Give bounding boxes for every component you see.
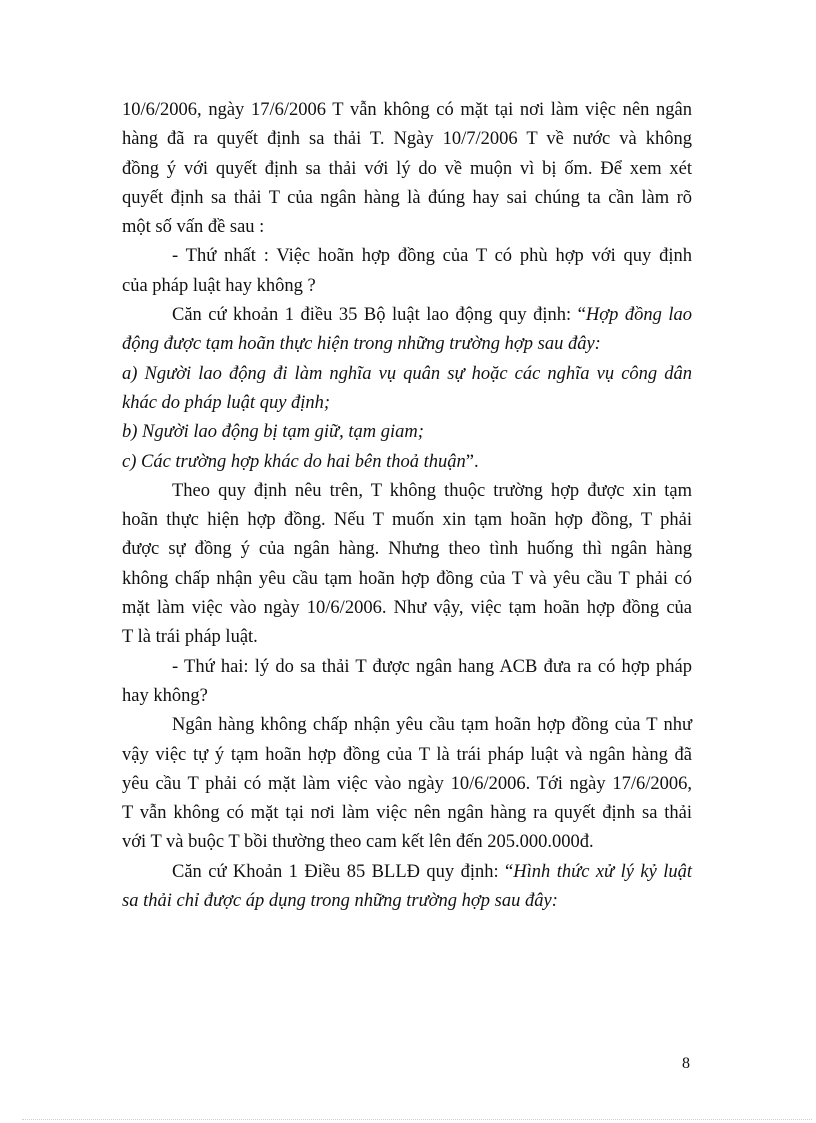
text-line xyxy=(122,125,692,154)
text-line xyxy=(122,653,692,682)
italic-text-segment: sa thải chỉ được áp dụng trong những trường hợp sau đây: xyxy=(122,891,558,912)
text-line xyxy=(122,770,692,799)
text-segment: hoãn thực hiện hợp đồng. Nếu T muốn xin tạm hoãn hợp đồng, T phải xyxy=(122,510,692,531)
text-line xyxy=(122,301,692,330)
italic-text-segment: a) Người lao động đi làm nghĩa vụ quân sự hoặc các nghĩa vụ công dân xyxy=(122,363,692,384)
text-line xyxy=(122,477,692,506)
text-segment: - Thứ nhất : Việc hoãn hợp đồng của T có phù hợp với quy định xyxy=(172,246,692,267)
text-segment: hay không? xyxy=(122,685,208,706)
text-line xyxy=(122,330,692,359)
text-segment: của pháp luật hay không ? xyxy=(122,275,316,296)
text-segment: hàng đã ra quyết định sa thải T. Ngày 10/7/2006 T về nước và không xyxy=(122,129,692,150)
text-segment: Theo quy định nêu trên, T không thuộc trường hợp được xin tạm xyxy=(172,480,692,501)
text-line xyxy=(122,155,692,184)
text-segment: 10/6/2006, ngày 17/6/2006 T vẫn không có mặt tại nơi làm việc nên ngân xyxy=(122,100,692,120)
text-line xyxy=(122,360,692,389)
text-segment: mặt làm việc vào ngày 10/6/2006. Như vậy, việc tạm hoãn hợp đồng của xyxy=(122,598,692,619)
text-line xyxy=(122,448,692,477)
text-line xyxy=(122,213,692,242)
page-bottom-divider xyxy=(22,1119,812,1120)
text-segment: với T và buộc T bồi thường theo cam kết lên đến 205.000.000đ. xyxy=(122,832,594,853)
text-line xyxy=(122,242,692,271)
page-number: 8 xyxy=(682,1055,690,1072)
italic-text-segment: Hình thức xử lý kỷ luật xyxy=(513,861,692,882)
body-text xyxy=(122,96,692,916)
text-segment: Ngân hàng không chấp nhận yêu cầu tạm hoãn hợp đồng của T như xyxy=(172,715,692,736)
italic-text-segment: b) Người lao động bị tạm giữ, tạm giam; xyxy=(122,422,424,443)
text-segment: quyết định sa thải T của ngân hàng là đúng hay sai chúng ta cần làm rõ xyxy=(122,187,692,208)
text-line xyxy=(122,565,692,594)
text-segment: - Thứ hai: lý do sa thải T được ngân hang ACB đưa ra có hợp pháp xyxy=(172,656,692,677)
text-line xyxy=(122,682,692,711)
text-line xyxy=(122,887,692,916)
italic-text-segment: c) Các trường hợp khác do hai bên thoả thuận xyxy=(122,451,466,472)
text-line xyxy=(122,711,692,740)
text-segment: vậy việc tự ý tạm hoãn hợp đồng của T là trái pháp luật và ngân hàng đã xyxy=(122,744,692,765)
text-segment: đồng ý với quyết định sa thải với lý do về muộn vì bị ốm. Để xem xét xyxy=(122,158,692,179)
text-line xyxy=(122,858,692,887)
text-line xyxy=(122,594,692,623)
italic-text-segment: động được tạm hoãn thực hiện trong những trường hợp sau đây: xyxy=(122,334,601,355)
text-line xyxy=(122,184,692,213)
text-line xyxy=(122,506,692,535)
text-line xyxy=(122,535,692,564)
italic-text-segment: Hợp đồng lao xyxy=(585,305,692,326)
text-segment: Căn cứ khoản 1 điều 35 Bộ luật lao động quy định: “ xyxy=(172,305,586,326)
text-segment: T là trái pháp luật. xyxy=(122,627,258,648)
text-line xyxy=(122,623,692,652)
text-line xyxy=(122,741,692,770)
text-segment: T vẫn không có mặt tại nơi làm việc nên ngân hàng ra quyết định sa thải xyxy=(122,803,692,824)
text-line xyxy=(122,96,692,125)
text-line xyxy=(122,389,692,418)
text-line xyxy=(122,799,692,828)
italic-text-segment: khác do pháp luật quy định; xyxy=(122,392,331,413)
text-segment: một số vấn đề sau : xyxy=(122,217,265,238)
text-segment: yêu cầu T phải có mặt làm việc vào ngày 10/6/2006. Tới ngày 17/6/2006, xyxy=(122,773,692,794)
text-segment: Căn cứ Khoản 1 Điều 85 BLLĐ quy định: “ xyxy=(172,861,514,882)
text-line xyxy=(122,418,692,447)
text-segment: không chấp nhận yêu cầu tạm hoãn hợp đồng của T và yêu cầu T phải có xyxy=(122,568,692,589)
text-segment: được sự đồng ý của ngân hàng. Nhưng theo tình huống thì ngân hàng xyxy=(122,539,692,560)
text-line xyxy=(122,828,692,857)
text-line xyxy=(122,272,692,301)
text-segment: ”. xyxy=(465,451,479,472)
